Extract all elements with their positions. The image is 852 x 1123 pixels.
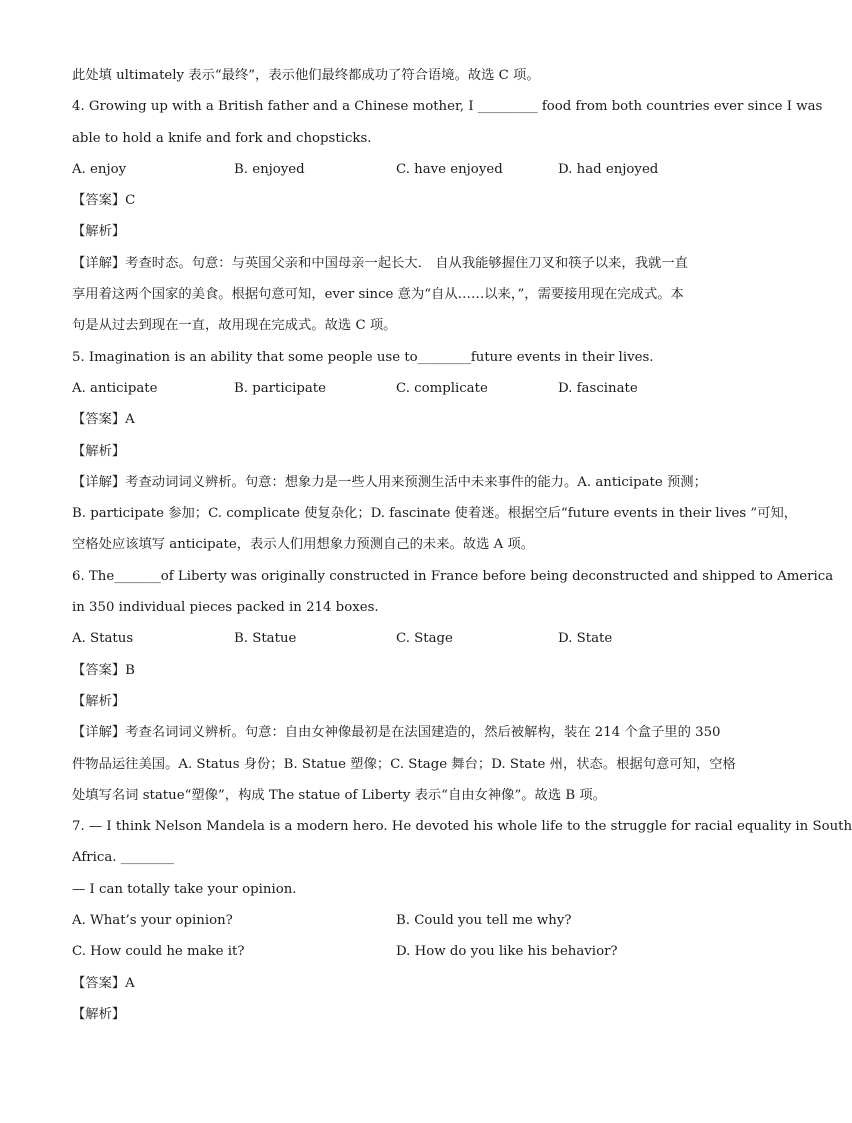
text-line: — I can totally take your opinion. (72, 881, 297, 897)
option-item: D. How do you like his behavior? (396, 944, 618, 960)
text-line: 件物品运往美国。A. Status 身份；B. Statue 塑像；C. Stage 舞台；D. State 州，状态。根据句意可知，空格 (72, 756, 736, 772)
text-line: able to hold a knife and fork and chopsticks. (72, 130, 372, 146)
option-item: B. Statue (234, 631, 297, 647)
text-line: 【答案】A (72, 412, 135, 428)
option-item: D. had enjoyed (558, 161, 659, 177)
text-line: in 350 individual pieces packed in 214 boxes. (72, 600, 379, 616)
option-row (72, 623, 724, 654)
text-line: 【详解】考查时态。句意：与英国父亲和中国母亲一起长大． 自从我能够握住刀叉和筷子以来，我就一直 (72, 255, 688, 271)
text-line: 【答案】A (72, 975, 135, 991)
option-row (72, 373, 724, 404)
text-line: 【详解】考查动词词义辨析。句意：想象力是一些人用来预测生活中未来事件的能力。A. anticipate 预测； (72, 474, 707, 490)
text-line: 【解析】 (72, 1006, 126, 1022)
option-item: C. have enjoyed (396, 161, 503, 177)
text-line: 7. — I think Nelson Mandela is a modern hero. He devoted his whole life to the struggle for racial equality in South (72, 819, 852, 835)
text-line: 【答案】C (72, 193, 136, 209)
text-line: Africa. ________ (72, 850, 174, 866)
text-line: 【解析】 (72, 693, 126, 709)
text-line: 享用着这两个国家的美食。根据句意可知，ever since 意为“自从……以来，”，需要接用现在完成式。本 (72, 287, 684, 303)
option-item: A. Status (72, 631, 134, 647)
option-item: C. How could he make it? (72, 944, 245, 960)
option-row (72, 905, 724, 936)
text-line: 4. Growing up with a British father and a Chinese mother, I _________ food from both countries ever since I was (72, 99, 823, 115)
text-line: 【详解】考查名词词义辨析。句意：自由女神像最初是在法国建造的，然后被解构，装在 214 个盒子里的 350 (72, 725, 721, 741)
option-item: B. Could you tell me why? (396, 913, 572, 929)
option-item: C. complicate (396, 380, 488, 396)
option-row (72, 154, 724, 185)
option-item: A. anticipate (72, 380, 158, 396)
text-line: 【解析】 (72, 224, 126, 240)
option-item: D. State (558, 631, 613, 647)
option-item: B. participate (234, 380, 326, 396)
option-item: A. What’s your opinion? (72, 913, 233, 929)
document-page (72, 60, 852, 1030)
text-line: 处填写名词 statue“塑像”，构成 The statue of Liberty 表示“自由女神像”。故选 B 项。 (72, 787, 606, 803)
text-line: 5. Imagination is an ability that some people use to________future events in their lives. (72, 349, 654, 365)
text-line: 此处填 ultimately 表示“最终”，表示他们最终都成功了符合语境。故选 C 项。 (72, 68, 540, 83)
text-line: 空格处应该填写 anticipate，表示人们用想象力预测自己的未来。故选 A 项。 (72, 537, 535, 553)
text-line: 6. The_______of Liberty was originally constructed in France before being deconstructed and shipped to America (72, 568, 834, 584)
option-item: A. enjoy (72, 161, 127, 177)
text-line: 句是从过去到现在一直，故用现在完成式。故选 C 项。 (72, 318, 397, 334)
option-item: B. enjoyed (234, 161, 305, 177)
text-line: 【解析】 (72, 443, 126, 459)
text-line: 【答案】B (72, 662, 135, 678)
option-item: C. Stage (396, 631, 453, 647)
option-row (72, 936, 724, 967)
text-line: B. participate 参加；C. complicate 使复杂化；D. fascinate 使着迷。根据空后“future events in their lives ”可知， (72, 506, 798, 522)
option-item: D. fascinate (558, 380, 638, 396)
